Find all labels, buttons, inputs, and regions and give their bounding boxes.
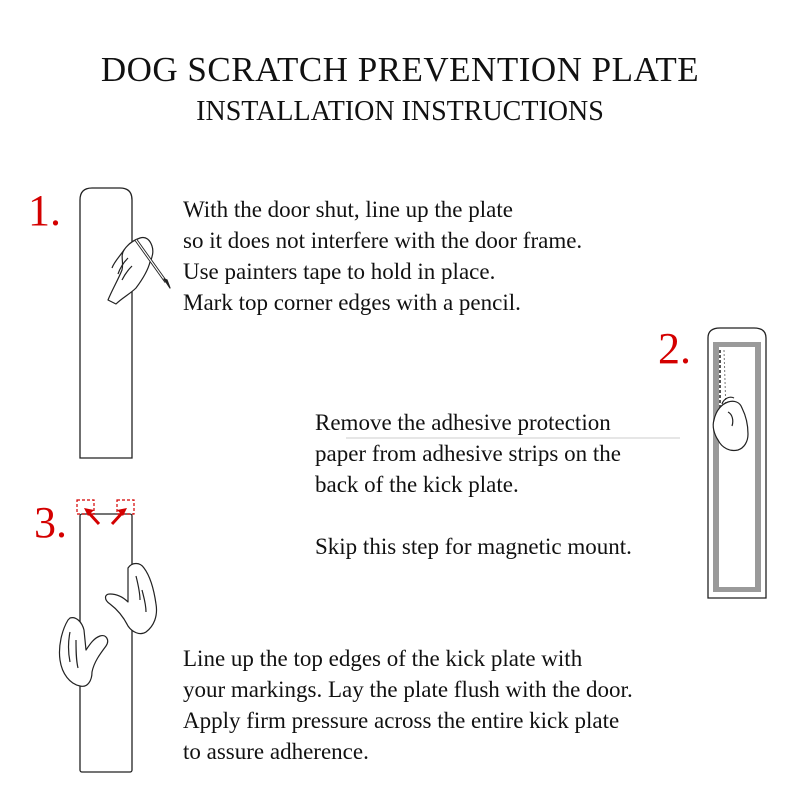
step-2-number: 2.	[658, 324, 691, 373]
step-2-line-2: paper from adhesive strips on the	[315, 441, 621, 466]
step-2-line-3: back of the kick plate.	[315, 472, 519, 497]
adhesive-strip-top	[713, 342, 761, 347]
step-1-plate	[80, 188, 132, 458]
step-3-line-2: your markings. Lay the plate flush with the door.	[183, 677, 633, 702]
step-3-plate-illustration	[59, 500, 156, 772]
step-2-plate-illustration	[708, 328, 766, 598]
step-1-plate-illustration	[80, 188, 170, 458]
step-3-line-4: to assure adherence.	[183, 739, 369, 764]
step-2-line-1: Remove the adhesive protection	[315, 410, 611, 435]
adhesive-strip-right	[755, 342, 761, 592]
adhesive-strip-left	[713, 342, 719, 592]
step-1-number: 1.	[28, 186, 61, 235]
step-1-line-1: With the door shut, line up the plate	[183, 197, 513, 222]
step-3-number: 3.	[34, 498, 67, 547]
step-1-line-2: so it does not interfere with the door frame.	[183, 228, 583, 253]
step-1-line-4: Mark top corner edges with a pencil.	[183, 290, 521, 315]
step-3-line-1: Line up the top edges of the kick plate with	[183, 646, 583, 671]
adhesive-strip-bottom	[713, 587, 761, 592]
step-1-line-3: Use painters tape to hold in place.	[183, 259, 496, 284]
page-subtitle: INSTALLATION INSTRUCTIONS	[196, 96, 604, 127]
page-title: DOG SCRATCH PREVENTION PLATE	[100, 50, 700, 89]
step-3-line-3: Apply firm pressure across the entire kick plate	[183, 708, 620, 733]
step-2-line-5: Skip this step for magnetic mount.	[315, 534, 632, 559]
